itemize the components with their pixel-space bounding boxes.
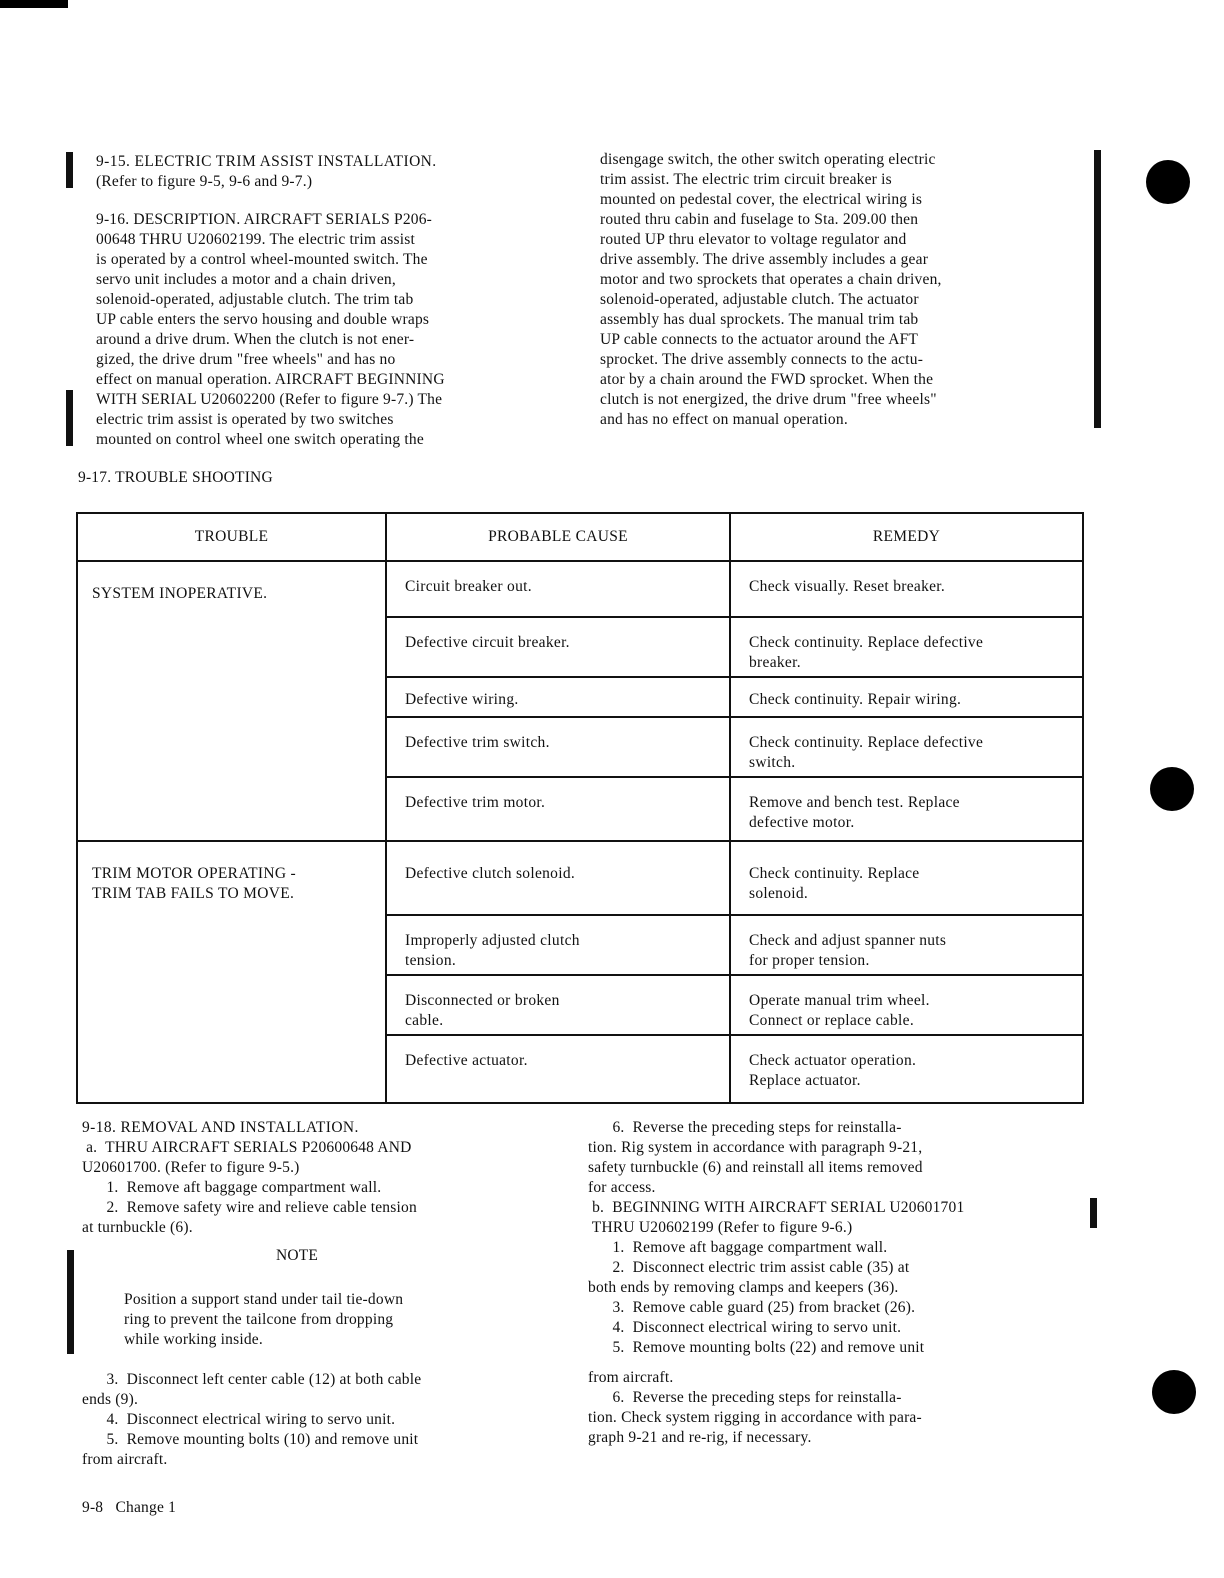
- top-edge-mark: [0, 0, 68, 8]
- remedy-text: Connect or replace cable.: [749, 1012, 914, 1029]
- trouble-cell: [77, 841, 386, 1103]
- remedy-cell: [730, 617, 1083, 677]
- cause-cell: [386, 1035, 730, 1103]
- remedy-cell: [730, 841, 1083, 915]
- para-line: motor and two sprockets that operates a chain driven,: [600, 271, 942, 288]
- para-line: from aircraft.: [588, 1369, 674, 1386]
- remedy-text: Check actuator operation.: [749, 1052, 917, 1069]
- binder-hole: [1150, 767, 1194, 811]
- para-line: 2. Disconnect electric trim assist cable (35) at: [588, 1259, 910, 1276]
- cause-text: Disconnected or broken: [405, 992, 560, 1009]
- para-line: 2. Remove safety wire and relieve cable tension: [82, 1199, 417, 1216]
- cause-text: Defective clutch solenoid.: [405, 865, 576, 882]
- cause-cell: [386, 841, 730, 915]
- cause-text: Defective circuit breaker.: [405, 634, 570, 651]
- cause-cell: [386, 561, 730, 617]
- para-line: effect on manual operation. AIRCRAFT BEGINNING: [96, 371, 445, 388]
- header-remedy: REMEDY: [730, 513, 1083, 561]
- trouble-text: TRIM MOTOR OPERATING -: [92, 865, 296, 882]
- para-line: 9-16. DESCRIPTION. AIRCRAFT SERIALS P206-: [96, 211, 433, 228]
- cause-cell: [386, 975, 730, 1035]
- para-line: both ends by removing clamps and keepers (36).: [588, 1279, 899, 1296]
- binder-hole: [1152, 1370, 1196, 1414]
- section-9-15: [96, 152, 576, 192]
- header-probable-cause: PROBABLE CAUSE: [386, 513, 730, 561]
- remedy-cell: [730, 561, 1083, 617]
- para-line: b. BEGINNING WITH AIRCRAFT SERIAL U20601701: [588, 1199, 965, 1216]
- section-9-18: [82, 1118, 572, 1238]
- section-9-15-line: (Refer to figure 9-5, 9-6 and 9-7.): [96, 173, 313, 190]
- para-line: at turnbuckle (6).: [82, 1219, 193, 1236]
- table-row: [77, 841, 1083, 915]
- trouble-cell: [77, 561, 386, 841]
- para-line: drive assembly. The drive assembly includes a gear: [600, 251, 929, 268]
- para-line: mounted on pedestal cover, the electrical wiring is: [600, 191, 923, 208]
- note-line: Position a support stand under tail tie-down: [124, 1291, 404, 1308]
- para-line: is operated by a control wheel-mounted switch. The: [96, 251, 428, 268]
- change-bar: [1090, 1198, 1097, 1228]
- remedy-cell: [730, 717, 1083, 777]
- para-line: 4. Disconnect electrical wiring to servo unit.: [588, 1319, 902, 1336]
- change-bar: [66, 390, 73, 446]
- note-line: ring to prevent the tailcone from dropping: [124, 1311, 394, 1328]
- para-line: sprocket. The drive assembly connects to the actu-: [600, 351, 924, 368]
- section-9-16: [96, 210, 576, 450]
- para-line: safety turnbuckle (6) and reinstall all items removed: [588, 1159, 923, 1176]
- cause-text: Improperly adjusted clutch: [405, 932, 580, 949]
- section-9-18-continued: [588, 1118, 1088, 1358]
- para-line: 4. Disconnect electrical wiring to servo unit.: [82, 1411, 396, 1428]
- cause-text: Defective trim motor.: [405, 794, 546, 811]
- para-line: routed UP thru elevator to voltage regulator and: [600, 231, 907, 248]
- remedy-text: solenoid.: [749, 885, 809, 902]
- para-line: from aircraft.: [82, 1451, 168, 1468]
- note-line: while working inside.: [124, 1331, 263, 1348]
- para-line: 1. Remove aft baggage compartment wall.: [588, 1239, 888, 1256]
- para-line: servo unit includes a motor and a chain driven,: [96, 271, 396, 288]
- section-9-15-line: 9-15. ELECTRIC TRIM ASSIST INSTALLATION.: [96, 153, 437, 170]
- remedy-cell: [730, 915, 1083, 975]
- trouble-text: TRIM TAB FAILS TO MOVE.: [92, 885, 295, 902]
- remedy-text: Remove and bench test. Replace: [749, 794, 960, 811]
- remedy-text: Check continuity. Repair wiring.: [749, 691, 962, 708]
- para-line: THRU U20602199 (Refer to figure 9-6.): [588, 1219, 853, 1236]
- para-line: gized, the drive drum "free wheels" and has no: [96, 351, 396, 368]
- remedy-text: for proper tension.: [749, 952, 870, 969]
- cause-text: Defective actuator.: [405, 1052, 528, 1069]
- para-line: disengage switch, the other switch operating electric: [600, 151, 936, 168]
- remedy-text: switch.: [749, 754, 796, 771]
- para-line: tion. Rig system in accordance with paragraph 9-21,: [588, 1139, 923, 1156]
- cause-cell: [386, 717, 730, 777]
- remedy-text: Check continuity. Replace defective: [749, 734, 984, 751]
- cause-text: Circuit breaker out.: [405, 578, 532, 595]
- para-line: U20601700. (Refer to figure 9-5.): [82, 1159, 300, 1176]
- change-bar: [1094, 150, 1101, 428]
- para-line: assembly has dual sprockets. The manual trim tab: [600, 311, 919, 328]
- table-header-row: [77, 513, 1083, 561]
- cause-text: cable.: [405, 1012, 444, 1029]
- para-line: clutch is not energized, the drive drum "free wheels": [600, 391, 937, 408]
- note-body: [124, 1290, 544, 1350]
- remedy-text: Check continuity. Replace defective: [749, 634, 984, 651]
- remedy-cell: [730, 677, 1083, 717]
- change-bar: [67, 1250, 74, 1354]
- para-line: tion. Check system rigging in accordance with para-: [588, 1409, 922, 1426]
- para-line: around a drive drum. When the clutch is not ener-: [96, 331, 415, 348]
- page-footer: 9-8 Change 1: [82, 1499, 177, 1516]
- section-9-18-steps: [82, 1370, 572, 1470]
- para-line: solenoid-operated, adjustable clutch. The actuator: [600, 291, 919, 308]
- remedy-text: Replace actuator.: [749, 1072, 861, 1089]
- cause-text: Defective trim switch.: [405, 734, 550, 751]
- para-line: solenoid-operated, adjustable clutch. The trim tab: [96, 291, 414, 308]
- para-line: ator by a chain around the FWD sprocket. When the: [600, 371, 934, 388]
- section-9-18-end: [588, 1368, 1088, 1448]
- para-line: routed thru cabin and fuselage to Sta. 209.00 then: [600, 211, 919, 228]
- para-line: UP cable enters the servo housing and double wraps: [96, 311, 430, 328]
- para-line: electric trim assist is operated by two switches: [96, 411, 394, 428]
- trouble-text: SYSTEM INOPERATIVE.: [92, 585, 268, 602]
- para-line: 6. Reverse the preceding steps for reinstalla-: [588, 1119, 902, 1136]
- para-line: 3. Remove cable guard (25) from bracket (26).: [588, 1299, 916, 1316]
- para-line: 1. Remove aft baggage compartment wall.: [82, 1179, 382, 1196]
- para-line: a. THRU AIRCRAFT SERIALS P20600648 AND: [82, 1139, 412, 1156]
- cause-cell: [386, 677, 730, 717]
- remedy-cell: [730, 777, 1083, 841]
- para-line: 5. Remove mounting bolts (22) and remove unit: [588, 1339, 925, 1356]
- remedy-cell: [730, 975, 1083, 1035]
- cause-cell: [386, 915, 730, 975]
- para-line: 5. Remove mounting bolts (10) and remove unit: [82, 1431, 419, 1448]
- cause-text: Defective wiring.: [405, 691, 519, 708]
- remedy-text: breaker.: [749, 654, 801, 671]
- cause-cell: [386, 777, 730, 841]
- para-line: trim assist. The electric trim circuit breaker is: [600, 171, 892, 188]
- para-line: 00648 THRU U20602199. The electric trim assist: [96, 231, 416, 248]
- para-line: WITH SERIAL U20602200 (Refer to figure 9-7.) The: [96, 391, 443, 408]
- para-line: mounted on control wheel one switch operating the: [96, 431, 424, 448]
- remedy-text: Check and adjust spanner nuts: [749, 932, 947, 949]
- remedy-text: Check visually. Reset breaker.: [749, 578, 946, 595]
- section-9-16-continued: [600, 150, 1085, 430]
- para-line: graph 9-21 and re-rig, if necessary.: [588, 1429, 812, 1446]
- para-line: and has no effect on manual operation.: [600, 411, 848, 428]
- note-label: NOTE: [275, 1247, 319, 1264]
- para-line: 3. Disconnect left center cable (12) at both cable: [82, 1371, 422, 1388]
- cause-text: tension.: [405, 952, 457, 969]
- change-bar: [66, 152, 73, 188]
- remedy-cell: [730, 1035, 1083, 1103]
- remedy-text: Operate manual trim wheel.: [749, 992, 930, 1009]
- para-line: 9-18. REMOVAL AND INSTALLATION.: [82, 1119, 359, 1136]
- table-row: [77, 561, 1083, 617]
- para-line: UP cable connects to the actuator around the AFT: [600, 331, 919, 348]
- para-line: ends (9).: [82, 1391, 139, 1408]
- para-line: 6. Reverse the preceding steps for reinstalla-: [588, 1389, 902, 1406]
- binder-hole: [1146, 160, 1190, 204]
- remedy-text: Check continuity. Replace: [749, 865, 920, 882]
- remedy-text: defective motor.: [749, 814, 855, 831]
- para-line: for access.: [588, 1179, 656, 1196]
- cause-cell: [386, 617, 730, 677]
- section-9-17-title: 9-17. TROUBLE SHOOTING: [78, 469, 273, 486]
- header-trouble: TROUBLE: [77, 513, 386, 561]
- troubleshooting-table: [76, 512, 1084, 1104]
